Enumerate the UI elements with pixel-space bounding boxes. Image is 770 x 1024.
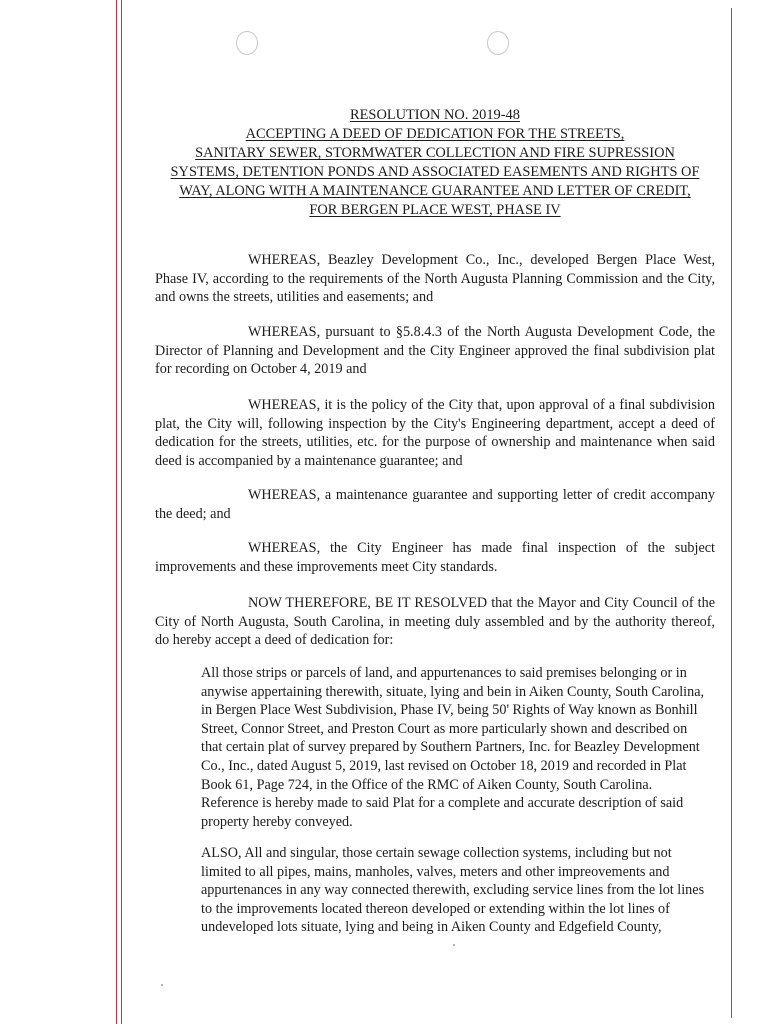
title-line-5: WAY, ALONG WITH A MAINTENANCE GUARANTEE AND LETTER OF CREDIT, — [179, 183, 691, 199]
title-line-1: RESOLUTION NO. 2019-48 — [350, 107, 520, 123]
whereas-paragraph-5: WHEREAS, the City Engineer has made final inspection of the subject improvements and these improvements meet City standards. — [155, 540, 715, 575]
title-line-3: SANITARY SEWER, STORMWATER COLLECTION AND FIRE SUPRESSION — [195, 145, 675, 161]
whereas-paragraph-4: WHEREAS, a maintenance guarantee and supporting letter of credit accompany the deed; and — [155, 487, 715, 522]
sewer-systems-paragraph: ALSO, All and singular, those certain sewage collection systems, including but not limited to all pipes, mains, manholes, valves, meters and other impreovements and appurtenances in any way connected therewith, excluding service lines from the lot lines to the improvements located thereon developed or extending within the lot lines of undeveloped lots situate, lying and being in Aiken County and Edgefield County, — [201, 845, 705, 936]
whereas-paragraph-2: WHEREAS, pursuant to §5.8.4.3 of the North Augusta Development Code, the Director of Planning and Development and the City Engineer approved the final subdivision plat for recording on October 4, 2019 and — [155, 324, 715, 378]
left-margin-line-2 — [121, 0, 122, 1024]
title-line-2: ACCEPTING A DEED OF DEDICATION FOR THE STREETS, — [245, 126, 625, 142]
title-line-4: SYSTEMS, DETENTION PONDS AND ASSOCIATED EASEMENTS AND RIGHTS OF — [170, 164, 700, 180]
resolution-title — [150, 106, 720, 220]
left-margin-line-1 — [116, 0, 117, 1024]
whereas-paragraph-3: WHEREAS, it is the policy of the City that, upon approval of a final subdivision plat, the City will, following inspection by the City's Engineering department, accept a deed of dedication for the streets, utilities, etc. for the purpose of ownership and maintenance when said deed is accompanied by a maintenance guarantee; and — [155, 397, 715, 469]
right-margin-line — [731, 8, 732, 1018]
resolved-paragraph: NOW THEREFORE, BE IT RESOLVED that the Mayor and City Council of the City of North Augusta, South Carolina, in meeting duly assembled and by the authority thereof, do hereby accept a deed of dedication for: — [155, 595, 715, 649]
punch-hole-right — [487, 31, 509, 55]
scan-speck-2 — [453, 944, 455, 946]
deed-description-paragraph: All those strips or parcels of land, and appurtenances to said premises belonging or in anywise appertaining therewith, situate, lying and bein in Aiken County, South Carolina, in Bergen Place West Subdivision, Phase IV, being 50' Rights of Way known as Bonhill Street, Connor Street, and Preston Court as more particularly shown and described on that certain plat of survey prepared by Southern Partners, Inc. for Beazley Development Co., Inc., dated August 5, 2019, last revised on October 18, 2019 and recorded in Plat Book 61, Page 724, in the Office of the RMC of Aiken County, South Carolina. Reference is hereby made to said Plat for a complete and accurate description of said property hereby conveyed. — [201, 665, 705, 830]
punch-hole-left — [236, 31, 258, 55]
title-line-6: FOR BERGEN PLACE WEST, PHASE IV — [309, 202, 561, 218]
whereas-paragraph-1: WHEREAS, Beazley Development Co., Inc., developed Bergen Place West, Phase IV, according to the requirements of the North Augusta Planning Commission and the City, and owns the streets, utilities and easements; and — [155, 252, 715, 306]
scan-speck — [161, 984, 163, 986]
